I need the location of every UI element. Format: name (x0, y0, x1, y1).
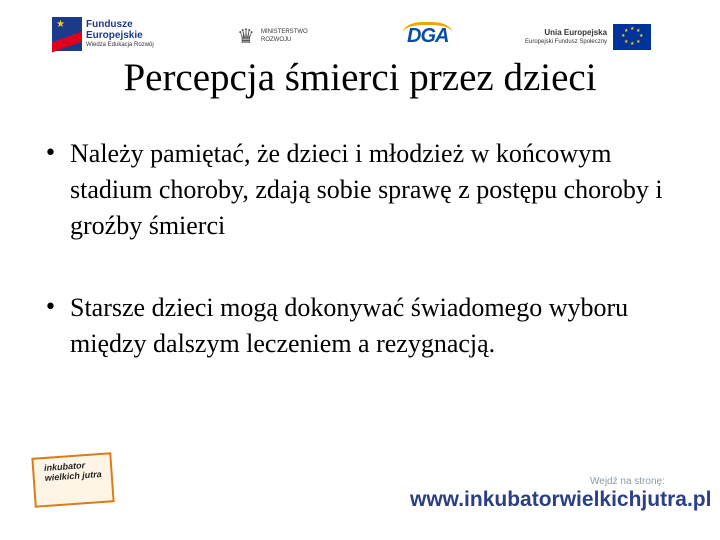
ministerstwo-line2: ROZWOJU (261, 37, 292, 43)
inkubator-logo-text: inkubator wielkich jutra (43, 460, 103, 483)
dga-text: DGA (403, 22, 452, 48)
eu-flag-icon: ★ ★ ★ ★ ★ ★ ★ ★ (613, 24, 651, 50)
fundusze-europejskie-logo (52, 15, 164, 53)
inkubator-logo (31, 452, 114, 507)
bullet-text: Należy pamiętać, że dzieci i młodzież w końcowym stadium choroby, zdają sobie sprawę z postępu choroby i groźby śmierci (70, 139, 663, 240)
visit-label: Wejdź na stronę: (590, 476, 665, 487)
fe-flag-icon: ★ (52, 17, 82, 51)
fe-line3: Wiedza Edukacja Rozwój (86, 42, 154, 48)
dga-logo (403, 21, 452, 49)
bullet-item (44, 136, 694, 244)
website-link[interactable]: www.inkubatorwielkichjutra.pl (410, 488, 712, 511)
fe-line2: Europejskie (86, 30, 143, 41)
ministerstwo-logo (236, 20, 308, 52)
slide-title: Percepcja śmierci przez dzieci (123, 56, 597, 99)
ue-line1: Unia Europejska (544, 28, 608, 37)
ue-line2: Europejski Fundusz Społeczny (525, 39, 608, 45)
bullet-text: Starsze dzieci mogą dokonywać świadomego wyboru między dalszym leczeniem a rezygnacją. (70, 293, 629, 358)
bullet-list (44, 136, 694, 408)
bullet-dot-icon: • (44, 295, 57, 320)
unia-europejska-logo (525, 22, 651, 52)
bullet-dot-icon: • (44, 141, 57, 166)
fe-line1: Fundusze (86, 19, 133, 30)
ministerstwo-line1: MINISTERSTWO (261, 29, 308, 35)
eagle-emblem-icon: ♛ (237, 24, 255, 48)
bullet-item (44, 290, 694, 362)
